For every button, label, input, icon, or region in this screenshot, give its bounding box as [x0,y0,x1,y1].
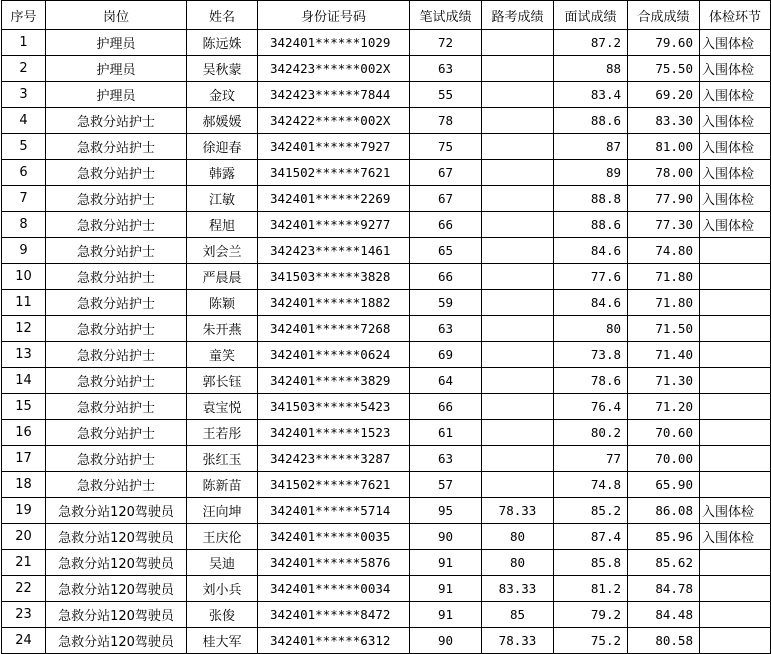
cell-post: 急救分站120驾驶员 [46,550,187,576]
cell-physical-exam [700,342,771,368]
cell-name: 桂大军 [187,628,258,654]
cell-post: 急救分站护士 [46,316,187,342]
cell-id: 342401******1882 [258,290,410,316]
cell-post: 急救分站护士 [46,472,187,498]
cell-written: 95 [410,498,482,524]
cell-total: 71.80 [628,264,700,290]
cell-no: 13 [2,342,46,368]
cell-total: 77.30 [628,212,700,238]
cell-name: 袁宝悦 [187,394,258,420]
cell-interview: 80 [554,316,628,342]
cell-written: 63 [410,446,482,472]
score-table [1,0,771,654]
cell-no: 2 [2,56,46,82]
cell-written: 66 [410,394,482,420]
cell-interview: 88 [554,56,628,82]
table-row [2,498,771,524]
cell-id: 342401******7927 [258,134,410,160]
cell-road [482,290,554,316]
cell-post: 护理员 [46,82,187,108]
cell-interview: 87.2 [554,30,628,56]
cell-written: 90 [410,524,482,550]
cell-id: 342401******5876 [258,550,410,576]
cell-physical-exam [700,368,771,394]
cell-written: 90 [410,628,482,654]
cell-total: 84.48 [628,602,700,628]
cell-name: 郝媛媛 [187,108,258,134]
cell-physical-exam: 入围体检 [700,134,771,160]
table-row [2,446,771,472]
cell-interview: 79.2 [554,602,628,628]
cell-road [482,446,554,472]
cell-road: 78.33 [482,498,554,524]
cell-name: 陈远姝 [187,30,258,56]
cell-id: 342401******8472 [258,602,410,628]
cell-post: 急救分站护士 [46,134,187,160]
cell-no: 3 [2,82,46,108]
cell-id: 341502******7621 [258,472,410,498]
cell-id: 342401******2269 [258,186,410,212]
cell-written: 67 [410,186,482,212]
cell-name: 王庆伦 [187,524,258,550]
cell-written: 69 [410,342,482,368]
cell-interview: 89 [554,160,628,186]
cell-post: 急救分站护士 [46,186,187,212]
cell-name: 刘会兰 [187,238,258,264]
cell-written: 65 [410,238,482,264]
header-name: 姓名 [187,1,258,30]
table-row [2,186,771,212]
cell-post: 急救分站护士 [46,212,187,238]
cell-post: 急救分站护士 [46,290,187,316]
cell-interview: 88.6 [554,108,628,134]
cell-physical-exam: 入围体检 [700,498,771,524]
cell-post: 急救分站护士 [46,238,187,264]
cell-physical-exam [700,238,771,264]
cell-no: 8 [2,212,46,238]
cell-interview: 76.4 [554,394,628,420]
cell-interview: 85.8 [554,550,628,576]
cell-id: 342401******1523 [258,420,410,446]
cell-id: 342423******3287 [258,446,410,472]
cell-road [482,472,554,498]
cell-road [482,186,554,212]
cell-post: 护理员 [46,30,187,56]
cell-total: 71.80 [628,290,700,316]
cell-post: 急救分站120驾驶员 [46,576,187,602]
cell-no: 6 [2,160,46,186]
cell-name: 金玟 [187,82,258,108]
table-row [2,342,771,368]
cell-post: 急救分站护士 [46,368,187,394]
cell-post: 急救分站护士 [46,446,187,472]
cell-road: 80 [482,550,554,576]
cell-written: 63 [410,316,482,342]
cell-post: 急救分站120驾驶员 [46,524,187,550]
cell-id: 342401******3829 [258,368,410,394]
cell-written: 67 [410,160,482,186]
cell-total: 86.08 [628,498,700,524]
cell-id: 341503******5423 [258,394,410,420]
cell-id: 342401******0034 [258,576,410,602]
table-row [2,134,771,160]
table-row [2,628,771,654]
cell-road [482,30,554,56]
table-row [2,82,771,108]
cell-interview: 77 [554,446,628,472]
cell-written: 75 [410,134,482,160]
table-row [2,316,771,342]
cell-interview: 84.6 [554,238,628,264]
header-written: 笔试成绩 [410,1,482,30]
cell-no: 5 [2,134,46,160]
cell-interview: 80.2 [554,420,628,446]
cell-no: 4 [2,108,46,134]
table-row [2,108,771,134]
cell-no: 23 [2,602,46,628]
cell-road [482,212,554,238]
cell-written: 61 [410,420,482,446]
cell-id: 342401******0035 [258,524,410,550]
cell-physical-exam: 入围体检 [700,56,771,82]
cell-road: 83.33 [482,576,554,602]
cell-no: 19 [2,498,46,524]
cell-written: 66 [410,212,482,238]
cell-interview: 88.6 [554,212,628,238]
cell-written: 66 [410,264,482,290]
cell-physical-exam [700,316,771,342]
cell-name: 韩露 [187,160,258,186]
cell-physical-exam: 入围体检 [700,524,771,550]
table-row [2,524,771,550]
header-row [2,1,771,30]
cell-interview: 81.2 [554,576,628,602]
cell-total: 84.78 [628,576,700,602]
header-id: 身份证号码 [258,1,410,30]
cell-physical-exam: 入围体检 [700,30,771,56]
cell-total: 71.20 [628,394,700,420]
cell-written: 59 [410,290,482,316]
cell-id: 341502******7621 [258,160,410,186]
cell-total: 71.50 [628,316,700,342]
cell-road [482,394,554,420]
cell-road [482,56,554,82]
cell-physical-exam [700,394,771,420]
cell-no: 18 [2,472,46,498]
cell-interview: 83.4 [554,82,628,108]
table-row [2,472,771,498]
cell-written: 55 [410,82,482,108]
cell-post: 急救分站120驾驶员 [46,602,187,628]
cell-written: 72 [410,30,482,56]
table-row [2,420,771,446]
cell-interview: 87.4 [554,524,628,550]
cell-no: 10 [2,264,46,290]
cell-physical-exam: 入围体检 [700,108,771,134]
cell-no: 16 [2,420,46,446]
cell-road [482,316,554,342]
cell-physical-exam [700,264,771,290]
cell-road [482,264,554,290]
cell-no: 14 [2,368,46,394]
cell-id: 342401******0624 [258,342,410,368]
table-row [2,368,771,394]
table-row [2,264,771,290]
cell-written: 57 [410,472,482,498]
cell-total: 81.00 [628,134,700,160]
table-body [2,30,771,654]
header-physical-exam: 体检环节 [700,1,771,30]
cell-interview: 74.8 [554,472,628,498]
cell-physical-exam: 入围体检 [700,186,771,212]
cell-road [482,420,554,446]
cell-interview: 88.8 [554,186,628,212]
cell-no: 17 [2,446,46,472]
cell-id: 342401******5714 [258,498,410,524]
cell-interview: 75.2 [554,628,628,654]
cell-no: 7 [2,186,46,212]
cell-no: 24 [2,628,46,654]
cell-no: 12 [2,316,46,342]
cell-road: 78.33 [482,628,554,654]
cell-post: 急救分站护士 [46,160,187,186]
cell-post: 急救分站护士 [46,420,187,446]
header-road: 路考成绩 [482,1,554,30]
table-row [2,212,771,238]
cell-road [482,82,554,108]
cell-road: 85 [482,602,554,628]
cell-road [482,160,554,186]
cell-name: 徐迎春 [187,134,258,160]
cell-total: 70.60 [628,420,700,446]
cell-physical-exam [700,446,771,472]
cell-total: 71.30 [628,368,700,394]
table-row [2,290,771,316]
cell-road [482,238,554,264]
cell-post: 急救分站护士 [46,264,187,290]
header-total: 合成成绩 [628,1,700,30]
header-no: 序号 [2,1,46,30]
cell-road [482,134,554,160]
cell-physical-exam [700,602,771,628]
cell-road [482,342,554,368]
cell-total: 69.20 [628,82,700,108]
cell-total: 71.40 [628,342,700,368]
cell-no: 1 [2,30,46,56]
cell-id: 342422******002X [258,108,410,134]
cell-physical-exam: 入围体检 [700,212,771,238]
table-row [2,576,771,602]
cell-physical-exam [700,472,771,498]
cell-total: 70.00 [628,446,700,472]
cell-id: 342401******7268 [258,316,410,342]
cell-total: 75.50 [628,56,700,82]
cell-interview: 77.6 [554,264,628,290]
table-row [2,160,771,186]
cell-no: 20 [2,524,46,550]
cell-post: 急救分站120驾驶员 [46,628,187,654]
table-row [2,56,771,82]
cell-id: 342401******1029 [258,30,410,56]
cell-post: 急救分站护士 [46,108,187,134]
cell-name: 汪向坤 [187,498,258,524]
cell-physical-exam [700,290,771,316]
cell-physical-exam: 入围体检 [700,160,771,186]
cell-post: 急救分站护士 [46,342,187,368]
cell-no: 21 [2,550,46,576]
cell-interview: 78.6 [554,368,628,394]
cell-interview: 85.2 [554,498,628,524]
cell-written: 63 [410,56,482,82]
cell-post: 急救分站护士 [46,394,187,420]
cell-name: 严晨晨 [187,264,258,290]
table-row [2,394,771,420]
cell-road [482,108,554,134]
cell-no: 11 [2,290,46,316]
cell-name: 张红玉 [187,446,258,472]
cell-total: 74.80 [628,238,700,264]
cell-id: 342401******6312 [258,628,410,654]
header-post: 岗位 [46,1,187,30]
cell-id: 342423******002X [258,56,410,82]
cell-id: 341503******3828 [258,264,410,290]
cell-interview: 87 [554,134,628,160]
cell-interview: 84.6 [554,290,628,316]
cell-no: 15 [2,394,46,420]
cell-road: 80 [482,524,554,550]
cell-total: 77.90 [628,186,700,212]
cell-total: 78.00 [628,160,700,186]
cell-total: 65.90 [628,472,700,498]
cell-written: 78 [410,108,482,134]
cell-name: 童笑 [187,342,258,368]
cell-name: 陈颖 [187,290,258,316]
cell-total: 85.96 [628,524,700,550]
cell-post: 护理员 [46,56,187,82]
cell-written: 91 [410,602,482,628]
cell-name: 陈新苗 [187,472,258,498]
cell-physical-exam [700,420,771,446]
cell-physical-exam [700,550,771,576]
cell-post: 急救分站120驾驶员 [46,498,187,524]
cell-name: 刘小兵 [187,576,258,602]
cell-written: 91 [410,550,482,576]
cell-name: 郭长钰 [187,368,258,394]
table-row [2,238,771,264]
cell-total: 80.58 [628,628,700,654]
cell-id: 342401******9277 [258,212,410,238]
table-row [2,550,771,576]
cell-name: 吴秋蒙 [187,56,258,82]
cell-id: 342423******1461 [258,238,410,264]
cell-physical-exam [700,576,771,602]
table-row [2,30,771,56]
cell-no: 9 [2,238,46,264]
cell-name: 张俊 [187,602,258,628]
cell-no: 22 [2,576,46,602]
cell-interview: 73.8 [554,342,628,368]
cell-road [482,368,554,394]
header-interview: 面试成绩 [554,1,628,30]
cell-id: 342423******7844 [258,82,410,108]
cell-written: 64 [410,368,482,394]
cell-name: 程旭 [187,212,258,238]
cell-written: 91 [410,576,482,602]
cell-physical-exam [700,628,771,654]
cell-name: 吴迪 [187,550,258,576]
cell-name: 朱开燕 [187,316,258,342]
cell-total: 79.60 [628,30,700,56]
cell-name: 王若彤 [187,420,258,446]
cell-name: 江敏 [187,186,258,212]
cell-physical-exam: 入围体检 [700,82,771,108]
table-row [2,602,771,628]
cell-total: 83.30 [628,108,700,134]
cell-total: 85.62 [628,550,700,576]
